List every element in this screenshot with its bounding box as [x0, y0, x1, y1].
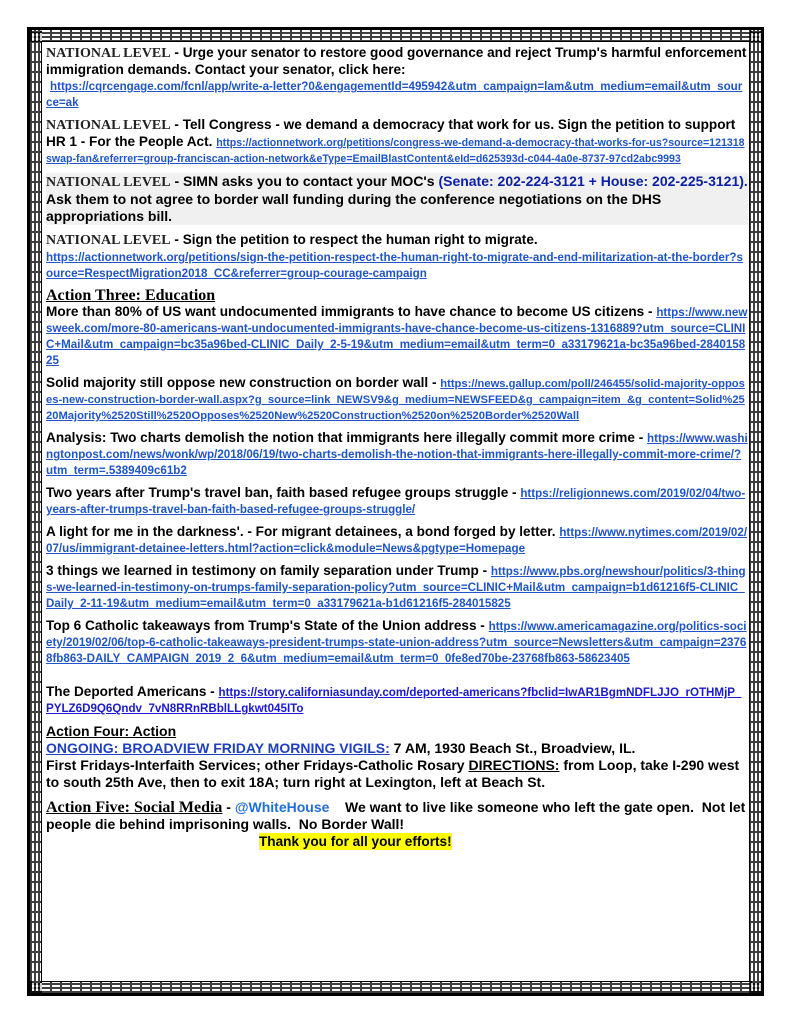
section-heading: Action Four: Action	[46, 723, 177, 739]
item-text: More than 80% of US want undocumented immigrants to have chance to become US citizens -	[46, 304, 657, 319]
item-link[interactable]: https://www.nytimes.com/2019/02/07/us/immigrant-detainee-letters.html?action=click&module=News&pgtype=Homepage	[46, 526, 748, 555]
action-five	[46, 799, 748, 850]
education-item	[46, 524, 748, 556]
education-item	[46, 563, 748, 611]
vigil-services: First Fridays-Interfaith Services; other Fridays-Catholic Rosary	[46, 757, 469, 773]
border-pattern-right	[749, 30, 761, 993]
national-item	[46, 45, 748, 110]
education-item	[46, 430, 748, 478]
education-item	[46, 375, 748, 423]
item-link[interactable]: https://actionnetwork.org/petitions/sign-the-petition-respect-the-human-right-to-migrate-and-end-militarization-at-the-border?source=RespectMigration2018_CC&referrer=group-courage-campaign	[46, 251, 743, 280]
national-item	[46, 232, 748, 281]
item-text: Top 6 Catholic takeaways from Trump's State of the Union address -	[46, 618, 489, 633]
dash: -	[222, 799, 235, 815]
item-link[interactable]: https://actionnetwork.org/petitions/congress-we-demand-a-democracy-that-works-for-us?source=121318swap-fan&referrer=group-franciscan-action-network&eType=EmailBlastContent&eId=d625393d-c044-4a0e-8737-97cd2abc9993	[46, 137, 745, 165]
item-link[interactable]: https://www.washingtonpost.com/news/wonk/wp/2018/06/19/two-charts-demolish-the-notion-that-immigrants-here-illegally-commit-more-crime/?utm_term=.5389409c61b2	[46, 432, 748, 477]
education-item	[46, 618, 748, 666]
level-label: NATIONAL LEVEL	[46, 46, 171, 61]
newsletter-body	[46, 45, 748, 857]
education-item	[46, 684, 748, 716]
level-label: NATIONAL LEVEL	[46, 233, 171, 248]
thank-you-note: Thank you for all your efforts!	[259, 834, 452, 849]
education-item	[46, 304, 748, 368]
level-label: NATIONAL LEVEL	[46, 175, 171, 190]
item-link[interactable]: https://story.californiasunday.com/deported-americans?fbclid=IwAR1BgmNDFLJJO_rOTHMjP_PYLZ6D9Q6Qndv_7vN8RRnRBblLLgkwt045ITo	[46, 686, 742, 715]
message-text: We want to live like someone who left the gate open. Not let people die behind imprisoning walls. No Border Wall!	[46, 799, 750, 832]
item-link[interactable]: https://www.newsweek.com/more-80-americans-want-undocumented-immigrants-have-chance-become-us-citizens-1316889?utm_source=CLINIC+Mail&utm_campaign=bc35a96bed-CLINIC_Daily_2-5-19&utm_medium=email&utm_term=0_a33179621a-bc35a96bed-284015825	[46, 306, 748, 367]
item-link[interactable]: https://cqrcengage.com/fcnl/app/write-a-letter?0&engagementId=495942&utm_campaign=lam&utm_medium=email&utm_source=ak	[46, 80, 743, 109]
education-item	[46, 485, 748, 517]
section-heading: Action Three: Education	[46, 287, 216, 304]
item-link[interactable]: https://www.pbs.org/newshour/politics/3-things-we-learned-in-testimony-on-trumps-family-separation-policy?utm_source=CLINIC+Mail&utm_campaign=b1d61216f5-CLINIC_Daily_2-11-19&utm_medium=email&utm_term=0_a33179621a-b1d61216f5-284015825	[46, 565, 746, 610]
item-text: - Tell Congress - we demand a democracy that work for us. Sign the petition to support HR 1 - For the People Act.	[46, 117, 736, 149]
item-text: - SIMN asks you to contact your MOC's	[170, 173, 439, 189]
vigil-time-place: 7 AM, 1930 Beach St., Broadview, IL.	[389, 740, 636, 756]
item-text: A light for me in the darkness'. - For migrant detainees, a bond forged by letter.	[46, 524, 560, 539]
item-link[interactable]: https://religionnews.com/2019/02/04/two-years-after-trumps-travel-ban-faith-based-refugee-groups-struggle/	[46, 487, 746, 516]
item-text: 3 things we learned in testimony on family separation under Trump -	[46, 563, 491, 578]
item-text: - Sign the petition to respect the human right to migrate.	[170, 232, 538, 247]
item-text: Solid majority still oppose new construction on border wall -	[46, 375, 441, 390]
section-heading: Action Five: Social Media	[46, 799, 223, 816]
vigil-link[interactable]: ONGOING: BROADVIEW FRIDAY MORNING VIGILS:	[46, 740, 390, 756]
level-label: NATIONAL LEVEL	[46, 118, 171, 133]
directions-label: DIRECTIONS:	[468, 757, 560, 773]
border-pattern-bottom	[30, 981, 761, 993]
item-text: Analysis: Two charts demolish the notion that immigrants here illegally commit more crime -	[46, 430, 648, 445]
item-text: Two years after Trump's travel ban, faith based refugee groups struggle -	[46, 485, 521, 500]
item-text: Ask them to not agree to border wall funding during the conference negotiations on the DHS appropriations bill.	[46, 191, 662, 224]
item-link[interactable]: https://news.gallup.com/poll/246455/solid-majority-opposes-new-construction-border-wall.aspx?g_source=link_NEWSV9&g_medium=NEWSFEED&g_campaign=item_&g_content=Solid%2520Majority%2520Still%2520Opposes%2520New%2520Construction%2520on%2520Border%2520Wall	[46, 378, 745, 422]
item-text: - Urge your senator to restore good governance and reject Trump's harmful enforcement immigration demands. Contact your senator, click here:	[46, 45, 747, 77]
directions-text: from Loop, take I-290 west to south 25th Ave, then to exit 18A; turn right at Lexington, left at Beach St.	[46, 757, 740, 790]
action-four	[46, 723, 748, 791]
national-item	[46, 173, 748, 225]
item-text: The Deported Americans -	[46, 684, 219, 699]
twitter-handle-link[interactable]: @WhiteHouse	[234, 799, 330, 815]
phone-numbers: (Senate: 202-224-3121 + House: 202-225-3121).	[438, 173, 748, 189]
national-item	[46, 117, 748, 166]
item-link[interactable]: https://www.americamagazine.org/politics-society/2019/02/06/top-6-catholic-takeaways-president-trumps-state-union-address?utm_source=Newsletters&utm_campaign=23768fb863-DAILY_CAMPAIGN_2019_2_6&utm_medium=email&utm_term=0_0fe8ed70be-23768fb863-58623405	[46, 620, 747, 665]
